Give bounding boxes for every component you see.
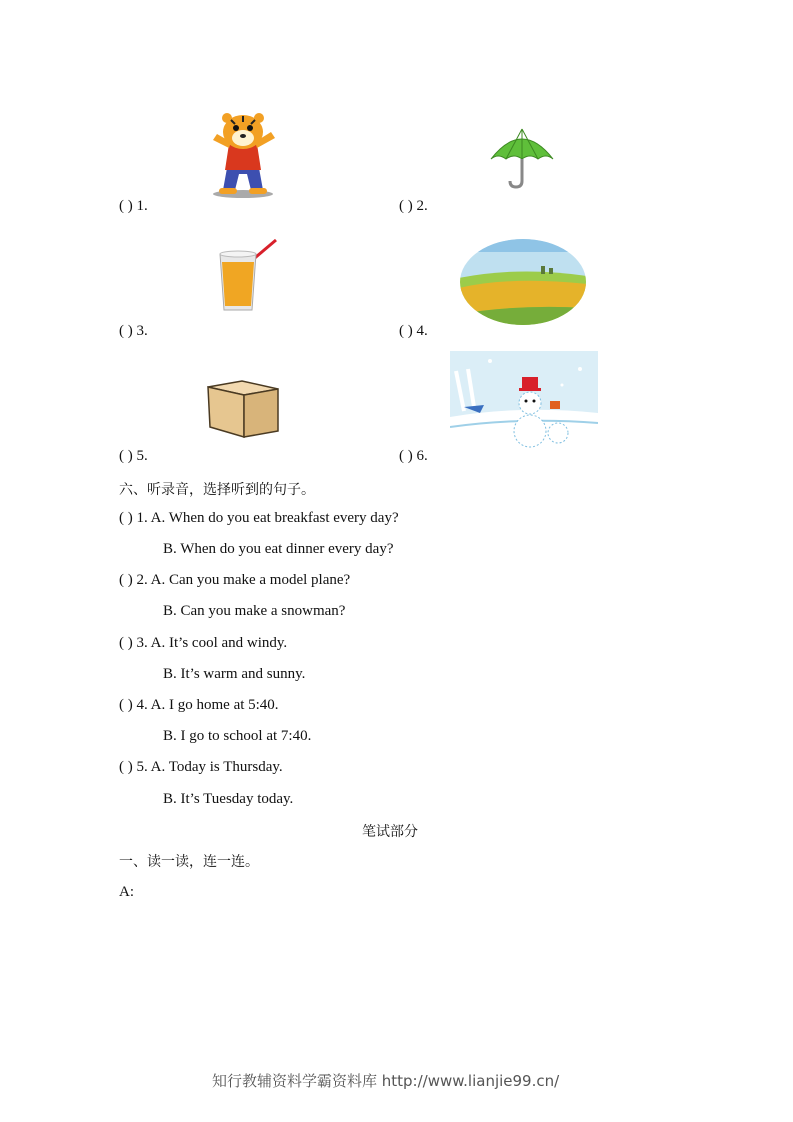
question-1-b: B. When do you eat dinner every day? — [163, 541, 394, 557]
footer-watermark: 知行教辅资料学霸资料库 http://www.lianjie99.cn/ — [212, 1072, 560, 1090]
snowman-icon — [450, 351, 598, 457]
juice-icon — [214, 236, 282, 314]
picture-item-6-label: ( ) 6. — [399, 448, 428, 464]
section6-heading: 六、听录音，选择听到的句子。 — [119, 482, 315, 498]
picture-item-3-label: ( ) 3. — [119, 323, 148, 339]
question-5-b: B. It’s Tuesday today. — [163, 791, 294, 807]
picture-item-4-label: ( ) 4. — [399, 323, 428, 339]
written-part-title: 笔试部分 — [362, 824, 418, 840]
question-3-a: ( ) 3. A. It’s cool and windy. — [119, 635, 288, 651]
tiger-icon — [205, 110, 283, 198]
written-section1-heading: 一、读一读，连一连。 — [119, 854, 259, 870]
question-4-b: B. I go to school at 7:40. — [163, 728, 312, 744]
part-a-label: A: — [119, 884, 134, 900]
field-icon — [459, 238, 587, 326]
question-3-b: B. It’s warm and sunny. — [163, 666, 306, 682]
question-2-a: ( ) 2. A. Can you make a model plane? — [119, 572, 351, 588]
question-5-a: ( ) 5. A. Today is Thursday. — [119, 759, 283, 775]
question-1-a: ( ) 1. A. When do you eat breakfast every day? — [119, 510, 399, 526]
picture-item-2-label: ( ) 2. — [399, 198, 428, 214]
question-2-b: B. Can you make a snowman? — [163, 603, 346, 619]
umbrella-icon — [488, 125, 556, 189]
box-icon — [204, 375, 282, 439]
picture-item-1-label: ( ) 1. — [119, 198, 148, 214]
question-4-a: ( ) 4. A. I go home at 5:40. — [119, 697, 279, 713]
picture-item-5-label: ( ) 5. — [119, 448, 148, 464]
